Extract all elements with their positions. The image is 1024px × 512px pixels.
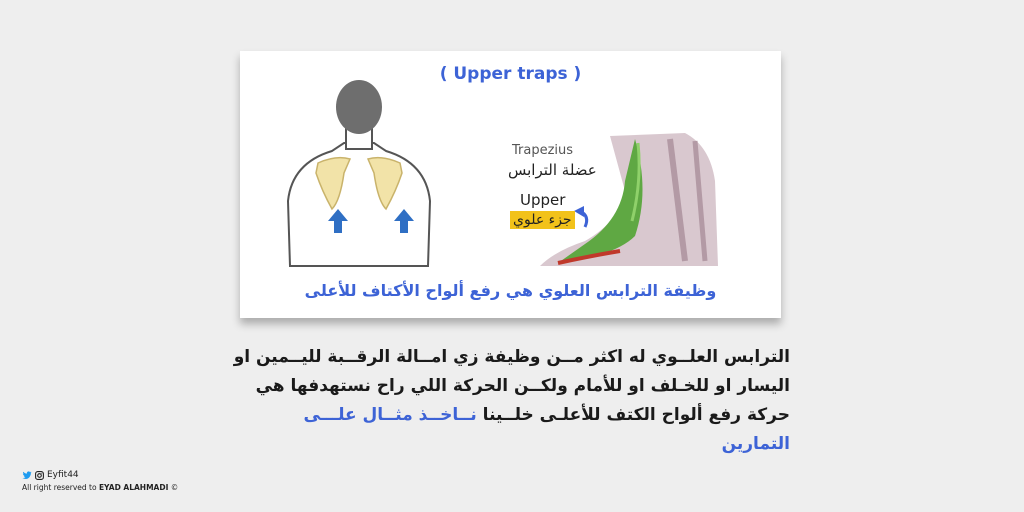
body-paragraph bbox=[230, 343, 790, 459]
twitter-icon bbox=[22, 471, 32, 480]
card-caption: وظيفة الترابس العلوي هي رفع ألواح الأكتاف للأعلى bbox=[304, 281, 717, 300]
body-line-2: اليسار او للخـلف او للأمام ولكــن الحركة اللي راح نستهدفها هي bbox=[255, 376, 790, 396]
footer-rights-name: EYAD ALAHMADI bbox=[98, 483, 169, 492]
label-upper-ar: جزء علوي bbox=[510, 211, 575, 229]
footer bbox=[22, 470, 178, 492]
card-title: ( Upper traps ) bbox=[439, 64, 582, 84]
body-line-3 bbox=[230, 401, 790, 459]
footer-handle-text: Eyfit44 bbox=[47, 470, 79, 480]
body-line-3-highlight: نــاخــذ مثــال علـــى التمارين bbox=[303, 405, 790, 454]
back-view-figure bbox=[288, 80, 430, 266]
footer-rights-suffix: © bbox=[168, 483, 179, 492]
footer-handle bbox=[22, 470, 178, 480]
body-line-1: الترابس العلــوي له اكثر مــن وظيفة زي امــالة الرقــبة لليــمين او bbox=[233, 347, 790, 367]
label-upper: Upper bbox=[520, 191, 566, 209]
label-trapezius-ar: عضلة الترابس bbox=[508, 161, 597, 179]
info-card bbox=[240, 51, 781, 318]
footer-rights-prefix: All right reserved to bbox=[22, 483, 99, 492]
footer-rights bbox=[22, 483, 178, 492]
body-line-3-text: حركة رفع ألواح الكتف للأعلـى خلــينا bbox=[476, 405, 790, 425]
instagram-icon bbox=[35, 471, 44, 480]
label-trapezius: Trapezius bbox=[512, 143, 574, 158]
